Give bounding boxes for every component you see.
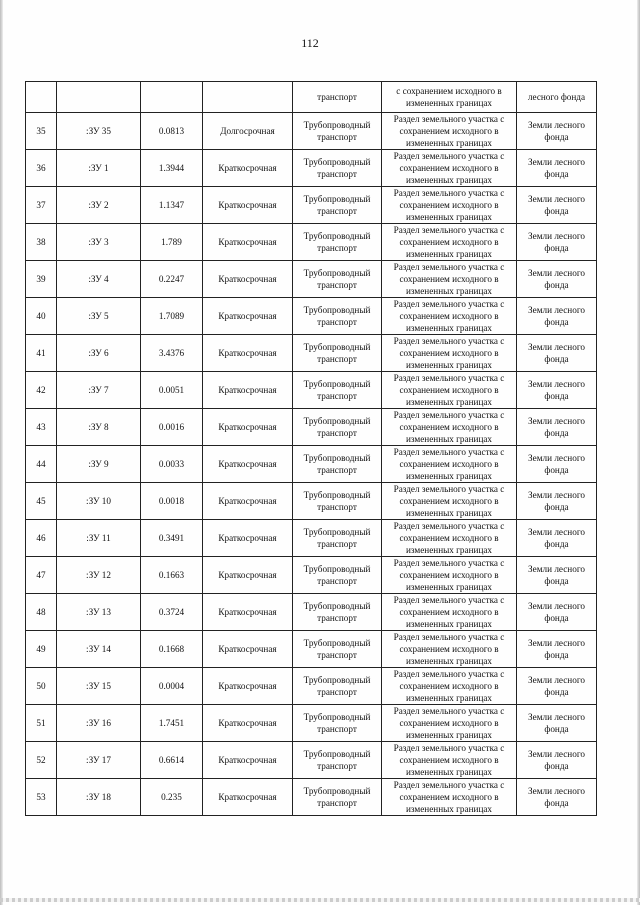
cell-procedure: Раздел земельного участка с сохранением исходного в измененных границах [382,224,517,261]
table-body [26,82,597,816]
cell-number: 35 [26,113,57,150]
cell-number: 48 [26,594,57,631]
cell-plot: :ЗУ 5 [57,298,141,335]
table-row [26,631,597,668]
cell-procedure: Раздел земельного участка с сохранением исходного в измененных границах [382,520,517,557]
cell-purpose: Трубопроводный транспорт [293,742,382,779]
cell-category: Земли лесного фонда [517,557,597,594]
cell-term: Краткосрочная [203,779,293,816]
table-row [26,742,597,779]
cell-category: Земли лесного фонда [517,594,597,631]
cell-number: 47 [26,557,57,594]
cell-number: 44 [26,446,57,483]
cell-category: Земли лесного фонда [517,298,597,335]
scan-bottom-noise [0,898,640,902]
cell-purpose: Трубопроводный транспорт [293,150,382,187]
cell-area: 0.1668 [141,631,203,668]
cell-number: 53 [26,779,57,816]
cell-category: Земли лесного фонда [517,705,597,742]
cell-procedure: Раздел земельного участка с сохранением исходного в измененных границах [382,261,517,298]
cell-procedure: с сохранением исходного в измененных границах [382,82,517,113]
cell-purpose: Трубопроводный транспорт [293,261,382,298]
table-row [26,446,597,483]
cell-area: 1.1347 [141,187,203,224]
cell-number: 41 [26,335,57,372]
cell-purpose: Трубопроводный транспорт [293,224,382,261]
cell-category: лесного фонда [517,82,597,113]
cell-number: 43 [26,409,57,446]
cell-purpose: Трубопроводный транспорт [293,113,382,150]
cell-plot [57,82,141,113]
cell-purpose: Трубопроводный транспорт [293,668,382,705]
page-number: 112 [301,36,319,50]
cell-category: Земли лесного фонда [517,409,597,446]
cell-plot: :ЗУ 16 [57,705,141,742]
cell-area: 0.235 [141,779,203,816]
cell-number: 52 [26,742,57,779]
cell-category: Земли лесного фонда [517,372,597,409]
table-row [26,298,597,335]
cell-procedure: Раздел земельного участка с сохранением исходного в измененных границах [382,705,517,742]
cell-term: Краткосрочная [203,705,293,742]
cell-term [203,82,293,113]
cell-area: 0.1663 [141,557,203,594]
cell-term: Краткосрочная [203,224,293,261]
cell-purpose: Трубопроводный транспорт [293,446,382,483]
cell-purpose: Трубопроводный транспорт [293,705,382,742]
table-row-continuation [26,82,597,113]
cell-plot: :ЗУ 8 [57,409,141,446]
table-row [26,113,597,150]
cell-number: 40 [26,298,57,335]
cell-area: 0.0813 [141,113,203,150]
cell-category: Земли лесного фонда [517,224,597,261]
cell-number [26,82,57,113]
cell-procedure: Раздел земельного участка с сохранением исходного в измененных границах [382,409,517,446]
cell-category: Земли лесного фонда [517,335,597,372]
cell-plot: :ЗУ 18 [57,779,141,816]
table-row [26,483,597,520]
cell-procedure: Раздел земельного участка с сохранением исходного в измененных границах [382,298,517,335]
cell-category: Земли лесного фонда [517,113,597,150]
cell-number: 38 [26,224,57,261]
table-row [26,779,597,816]
table-row [26,705,597,742]
cell-area: 1.789 [141,224,203,261]
table-row [26,557,597,594]
cell-term: Краткосрочная [203,631,293,668]
cell-plot: :ЗУ 6 [57,335,141,372]
table-row [26,261,597,298]
cell-plot: :ЗУ 17 [57,742,141,779]
cell-procedure: Раздел земельного участка с сохранением исходного в измененных границах [382,779,517,816]
cell-procedure: Раздел земельного участка с сохранением исходного в измененных границах [382,483,517,520]
cell-number: 50 [26,668,57,705]
cell-number: 37 [26,187,57,224]
cell-term: Краткосрочная [203,409,293,446]
cell-area: 0.0016 [141,409,203,446]
cell-term: Краткосрочная [203,594,293,631]
cell-area: 0.0018 [141,483,203,520]
cell-procedure: Раздел земельного участка с сохранением исходного в измененных границах [382,594,517,631]
cell-plot: :ЗУ 15 [57,668,141,705]
cell-number: 39 [26,261,57,298]
cell-purpose: Трубопроводный транспорт [293,187,382,224]
cell-category: Земли лесного фонда [517,150,597,187]
cell-plot: :ЗУ 3 [57,224,141,261]
table-row [26,594,597,631]
cell-purpose: Трубопроводный транспорт [293,409,382,446]
cell-number: 51 [26,705,57,742]
cell-procedure: Раздел земельного участка с сохранением исходного в измененных границах [382,113,517,150]
cell-plot: :ЗУ 2 [57,187,141,224]
cell-term: Краткосрочная [203,187,293,224]
cell-term: Краткосрочная [203,372,293,409]
cell-term: Краткосрочная [203,446,293,483]
cell-procedure: Раздел земельного участка с сохранением исходного в измененных границах [382,668,517,705]
cell-procedure: Раздел земельного участка с сохранением исходного в измененных границах [382,631,517,668]
cell-category: Земли лесного фонда [517,520,597,557]
cell-term: Краткосрочная [203,668,293,705]
cell-plot: :ЗУ 35 [57,113,141,150]
scan-left-edge [0,0,3,905]
cell-plot: :ЗУ 14 [57,631,141,668]
cell-category: Земли лесного фонда [517,261,597,298]
cell-purpose: Трубопроводный транспорт [293,520,382,557]
cell-procedure: Раздел земельного участка с сохранением исходного в измененных границах [382,557,517,594]
cell-plot: :ЗУ 13 [57,594,141,631]
table-row [26,150,597,187]
cell-term: Краткосрочная [203,557,293,594]
cell-area: 0.6614 [141,742,203,779]
cell-purpose: Трубопроводный транспорт [293,483,382,520]
cell-area: 0.3491 [141,520,203,557]
cell-procedure: Раздел земельного участка с сохранением исходного в измененных границах [382,335,517,372]
cell-plot: :ЗУ 7 [57,372,141,409]
cell-number: 45 [26,483,57,520]
cell-procedure: Раздел земельного участка с сохранением исходного в измененных границах [382,187,517,224]
cell-area: 1.7451 [141,705,203,742]
table-row [26,372,597,409]
cell-area: 3.4376 [141,335,203,372]
table-row [26,224,597,261]
cell-category: Земли лесного фонда [517,779,597,816]
cell-procedure: Раздел земельного участка с сохранением исходного в измененных границах [382,150,517,187]
cell-area: 0.0004 [141,668,203,705]
cell-number: 42 [26,372,57,409]
table-row [26,409,597,446]
cell-area: 1.3944 [141,150,203,187]
cell-term: Краткосрочная [203,520,293,557]
cell-number: 49 [26,631,57,668]
cell-category: Земли лесного фонда [517,446,597,483]
cell-term: Долгосрочная [203,113,293,150]
cell-plot: :ЗУ 4 [57,261,141,298]
cell-plot: :ЗУ 1 [57,150,141,187]
table-row [26,335,597,372]
cell-category: Земли лесного фонда [517,631,597,668]
table-row [26,187,597,224]
cell-term: Краткосрочная [203,483,293,520]
cell-area: 0.2247 [141,261,203,298]
cell-term: Краткосрочная [203,742,293,779]
cell-area: 0.0033 [141,446,203,483]
cell-purpose: Трубопроводный транспорт [293,557,382,594]
cell-purpose: Трубопроводный транспорт [293,631,382,668]
cell-term: Краткосрочная [203,150,293,187]
cell-plot: :ЗУ 12 [57,557,141,594]
cell-procedure: Раздел земельного участка с сохранением исходного в измененных границах [382,742,517,779]
cell-purpose: Трубопроводный транспорт [293,335,382,372]
cell-category: Земли лесного фонда [517,187,597,224]
cell-purpose: Трубопроводный транспорт [293,594,382,631]
cell-area [141,82,203,113]
cell-procedure: Раздел земельного участка с сохранением исходного в измененных границах [382,446,517,483]
table-row [26,520,597,557]
cell-plot: :ЗУ 10 [57,483,141,520]
cell-area: 0.3724 [141,594,203,631]
cell-number: 46 [26,520,57,557]
table-row [26,668,597,705]
cell-purpose: Трубопроводный транспорт [293,779,382,816]
cell-term: Краткосрочная [203,335,293,372]
cell-area: 0.0051 [141,372,203,409]
land-plot-table [25,81,597,816]
cell-category: Земли лесного фонда [517,742,597,779]
cell-area: 1.7089 [141,298,203,335]
cell-term: Краткосрочная [203,261,293,298]
cell-number: 36 [26,150,57,187]
cell-plot: :ЗУ 11 [57,520,141,557]
cell-term: Краткосрочная [203,298,293,335]
cell-purpose: Трубопроводный транспорт [293,298,382,335]
cell-category: Земли лесного фонда [517,483,597,520]
cell-category: Земли лесного фонда [517,668,597,705]
cell-plot: :ЗУ 9 [57,446,141,483]
cell-purpose: транспорт [293,82,382,113]
cell-procedure: Раздел земельного участка с сохранением исходного в измененных границах [382,372,517,409]
cell-purpose: Трубопроводный транспорт [293,372,382,409]
